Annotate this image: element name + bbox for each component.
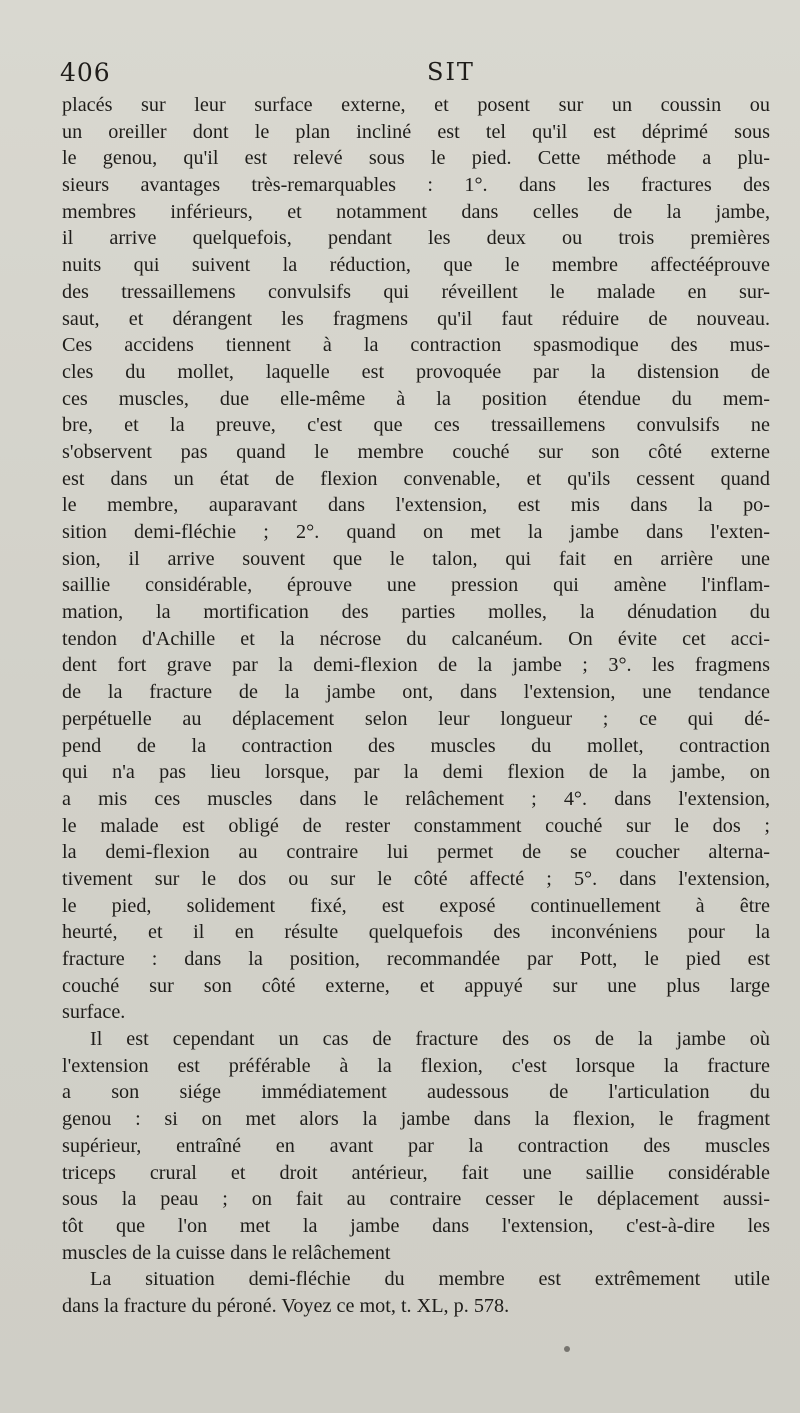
text-line: sition demi-fléchie ; 2°. quand on met la jambe dans l'exten- (62, 521, 770, 543)
text-line: sieurs avantages très-remarquables : 1°. dans les fractures des (62, 174, 770, 197)
text-line: le membre, auparavant dans l'extension, est mis dans la po- (62, 494, 770, 517)
text-line: Ces accidens tiennent à la contraction spasmodique des mus- (62, 334, 770, 357)
text-line: ces muscles, due elle-même à la position étendue du mem- (62, 387, 770, 410)
text-line: saut, et dérangent les fragmens qu'il faut réduire de nouveau. (62, 307, 770, 330)
text-line: il arrive quelquefois, pendant les deux ou trois premières (62, 227, 770, 250)
text-line: Il est cependant un cas de fracture des os de la jambe où (90, 1028, 770, 1051)
text-line: perpétuelle au déplacement selon leur longueur ; ce qui dé- (62, 707, 770, 730)
text-line: le malade est obligé de rester constamment couché sur le dos ; (62, 814, 770, 837)
text-line: des tressaillemens convulsifs qui réveillent le malade en sur- (62, 280, 770, 303)
page-number: 406 (60, 58, 111, 87)
text-line: tivement sur le dos ou sur le côté affecté ; 5°. dans l'extension, (62, 867, 770, 890)
text-line: la demi-flexion au contraire lui permet de se coucher alterna- (62, 841, 770, 864)
text-line: bre, et la preuve, c'est que ces tressaillemens convulsifs ne (62, 414, 770, 437)
text-line: surface. (62, 1001, 126, 1024)
text-line: pend de la contraction des muscles du mollet, contraction (62, 734, 770, 757)
text-line: qui n'a pas lieu lorsque, par la demi flexion de la jambe, on (62, 761, 770, 784)
text-line: cles du mollet, laquelle est provoquée par la distension de (62, 360, 770, 383)
text-line: dent fort grave par la demi-flexion de la jambe ; 3°. les fragmens (62, 654, 770, 677)
text-line: triceps crural et droit antérieur, fait une saillie considérable (62, 1161, 770, 1184)
text-line: sion, il arrive souvent que le talon, qui fait en arrière une (62, 547, 770, 570)
text-line: La situation demi-fléchie du membre est extrêmement utile (90, 1268, 770, 1291)
running-head: SIT (427, 58, 475, 86)
text-line: muscles de la cuisse dans le relâchement (62, 1241, 391, 1264)
text-line: a son siége immédiatement audessous de l'articulation du (62, 1081, 770, 1104)
text-line: genou : si on met alors la jambe dans la flexion, le fragment (62, 1108, 770, 1131)
text-line: le genou, qu'il est relevé sous le pied. Cette méthode a plu- (62, 147, 770, 170)
text-line: fracture : dans la position, recommandée par Pott, le pied est (62, 948, 770, 970)
text-line: saillie considérable, éprouve une pression qui amène l'inflam- (62, 574, 770, 597)
text-line: mation, la mortification des parties molles, la dénudation du (62, 601, 770, 624)
text-line: de la fracture de la jambe ont, dans l'extension, une tendance (62, 681, 770, 704)
text-line: nuits qui suivent la réduction, que le membre affectééprouve (62, 254, 770, 277)
text-line: l'extension est préférable à la flexion, c'est lorsque la fracture (62, 1054, 770, 1077)
page-header (60, 58, 770, 94)
text-line: membres inférieurs, et notamment dans celles de la jambe, (62, 200, 770, 223)
text-line: s'observent pas quand le membre couché sur son côté externe (62, 440, 770, 463)
text-line: heurté, et il en résulte quelquefois des inconvéniens pour la (62, 921, 770, 944)
body-text (62, 92, 770, 1320)
ink-spot (564, 1346, 570, 1352)
text-line: placés sur leur surface externe, et posent sur un coussin ou (62, 94, 770, 116)
text-line: le pied, solidement fixé, est exposé continuellement à être (62, 894, 770, 917)
text-line: tôt que l'on met la jambe dans l'extension, c'est-à-dire les (62, 1214, 770, 1237)
text-line: tendon d'Achille et la nécrose du calcanéum. On évite cet acci- (62, 627, 770, 650)
text-line: couché sur son côté externe, et appuyé sur une plus large (62, 974, 770, 997)
text-line: est dans un état de flexion convenable, et qu'ils cessent quand (62, 467, 770, 490)
text-line: a mis ces muscles dans le relâchement ; 4°. dans l'extension, (62, 787, 770, 810)
text-line: un oreiller dont le plan incliné est tel qu'il est déprimé sous (62, 120, 770, 143)
text-line: supérieur, entraîné en avant par la contraction des muscles (62, 1134, 770, 1157)
text-line: sous la peau ; on fait au contraire cesser le déplacement aussi- (62, 1188, 770, 1211)
text-line: dans la fracture du péroné. Voyez ce mot, t. XL, p. 578. (62, 1294, 510, 1317)
